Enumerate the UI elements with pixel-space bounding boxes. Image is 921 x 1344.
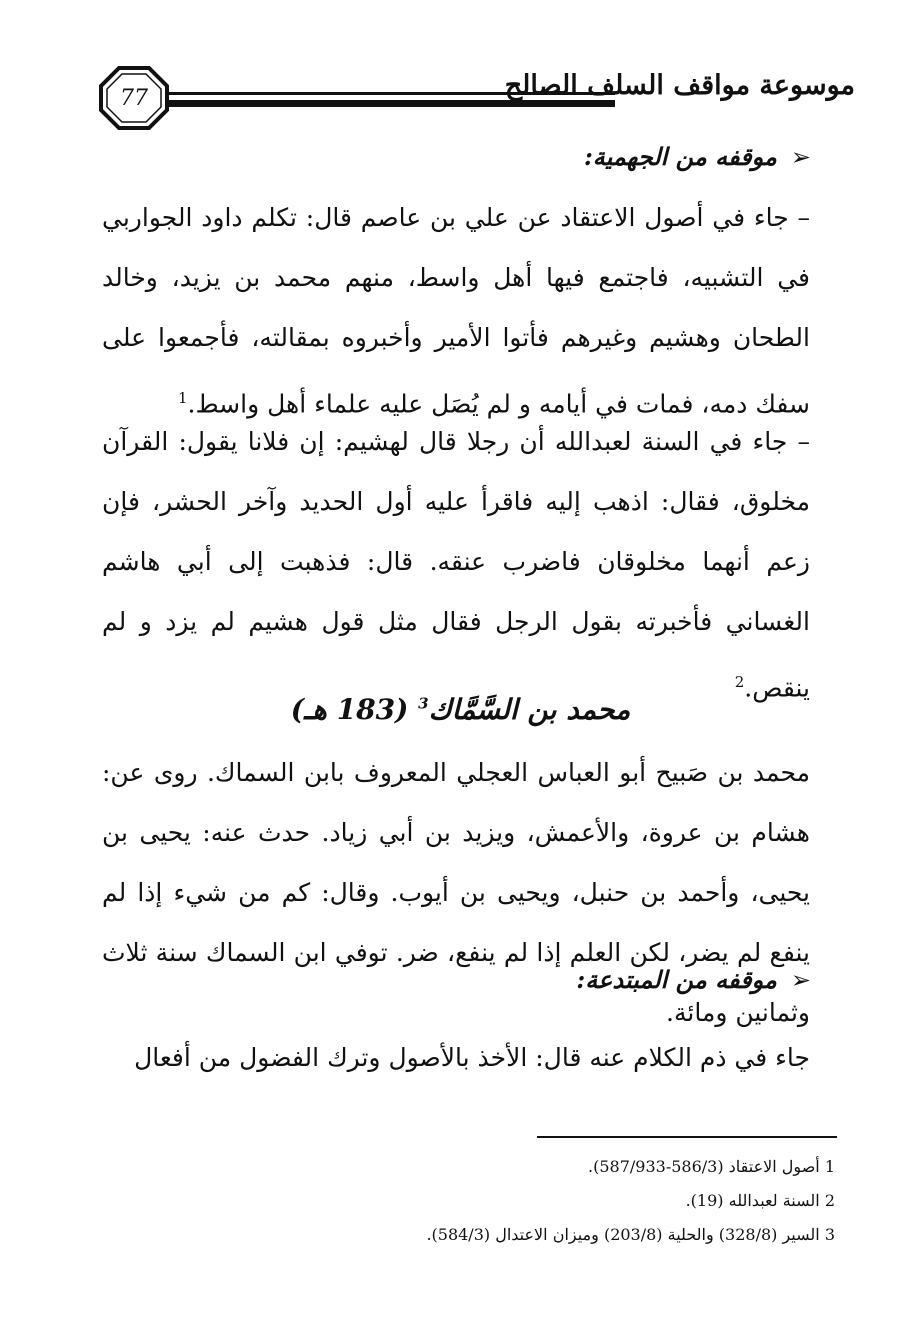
footnote-2 bbox=[135, 1184, 835, 1218]
footnote-separator bbox=[537, 1136, 837, 1138]
footnotes bbox=[135, 1150, 835, 1252]
page-header bbox=[95, 62, 855, 134]
biography-paragraph: محمد بن صَبيح أبو العباس العجلي المعروف بابن السماك. روى عن: هشام بن عروة، والأعمش، ويزيد بن أبي زياد. حدث عنه: يحيى بن يحيى، وأحمد بن حنبل، ويحيى بن أيوب. وقال: كم من شيء إذا لم ينفع لم يضر، لكن العلم إذا لم ينفع، ضر. توفي ابن السماك سنة ثلاث وثمانين ومائة. bbox=[102, 758, 810, 1027]
footnote-ref-2: 2 bbox=[734, 673, 745, 691]
arrow-bullet-icon: ➢ bbox=[790, 143, 811, 171]
section-heading-name: محمد بن السَّمَّاك bbox=[428, 693, 631, 726]
footnote-3 bbox=[135, 1218, 835, 1252]
footnote-number: 3 bbox=[824, 1225, 835, 1244]
footnote-ref-3: 3 bbox=[418, 694, 429, 713]
footnote-ref-1: 1 bbox=[177, 389, 188, 407]
footnote-text: السير (328/8) والحلية (203/8) وميزان الاعتدال (584/3). bbox=[426, 1225, 820, 1244]
paragraph-1 bbox=[102, 188, 810, 434]
section-heading bbox=[0, 693, 921, 726]
subhead-mubtadia bbox=[576, 965, 811, 994]
paragraph-3: جاء في ذم الكلام عنه قال: الأخذ بالأصول وترك الفضول من أفعال bbox=[134, 1043, 810, 1072]
subhead-jahmiyya bbox=[584, 142, 811, 171]
header-rule-thick bbox=[165, 100, 615, 107]
subhead-jahmiyya-text: موقفه من الجهمية: bbox=[583, 142, 777, 171]
footnote-text: أصول الاعتقاد (586/3-587/933). bbox=[588, 1157, 820, 1176]
page-number: 77 bbox=[120, 85, 148, 111]
footnote-number: 1 bbox=[824, 1157, 835, 1176]
footnote-1 bbox=[135, 1150, 835, 1184]
footnote-text: السنة لعبدالله (19). bbox=[685, 1191, 820, 1210]
arrow-bullet-icon: ➢ bbox=[790, 966, 811, 994]
paragraph-2 bbox=[102, 412, 810, 718]
subhead-mubtadia-text: موقفه من المبتدعة: bbox=[576, 965, 777, 994]
book-title: موسوعة مواقف السلف الصالح bbox=[504, 70, 855, 101]
footnote-number: 2 bbox=[824, 1191, 835, 1210]
paragraph-1-text: – جاء في أصول الاعتقاد عن علي بن عاصم قال: تكلم داود الجواربي في التشبيه، فاجتمع فيها أهل واسط، منهم محمد بن يزيد، وخالد الطحان وهشيم وغيرهم فأتوا الأمير وأخبروه بمقالته، فأجمعوا على سفك دمه، فمات في أيامه و لم يُصَل عليه علماء أهل واسط. bbox=[102, 203, 810, 419]
paragraph-2-text: – جاء في السنة لعبدالله أن رجلا قال لهشيم: إن فلانا يقول: القرآن مخلوق، فقال: اذهب إليه فاقرأ عليه أول الحديد وآخر الحشر، فإن زعم أنهما مخلوقان فاضرب عنقه. قال: فذهبت إلى أبي هاشم الغساني فأخبرته بقول الرجل فقال مثل قول هشيم لم يزد و لم ينقص. bbox=[102, 427, 810, 703]
page-number-badge bbox=[99, 66, 169, 130]
section-heading-year: (183 هـ) bbox=[290, 693, 409, 726]
